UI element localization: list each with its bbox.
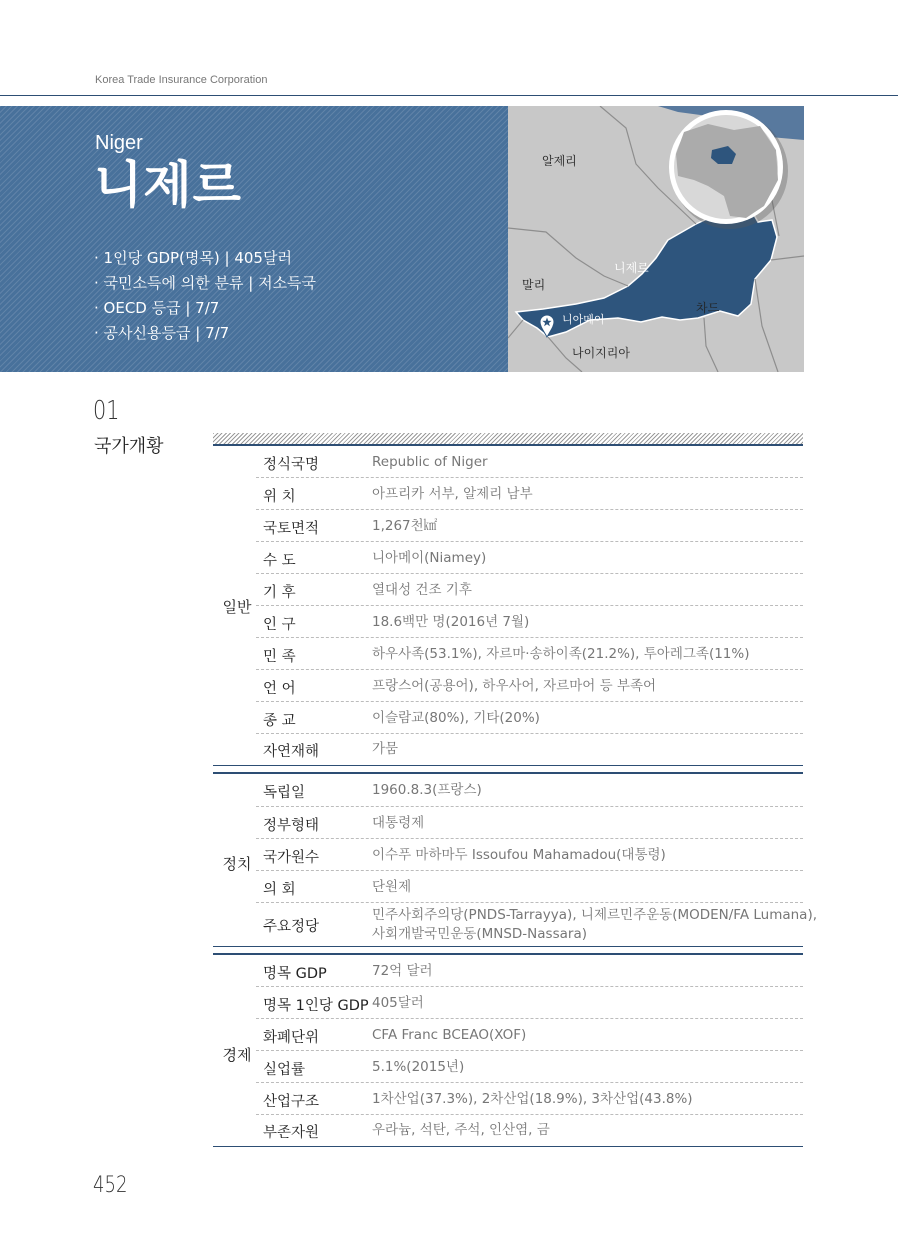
row-value: 우라늄, 석탄, 주석, 인산염, 금 (372, 1122, 550, 1138)
row-value: 대통령제 (372, 815, 425, 831)
map-label-mali: 말리 (522, 278, 546, 292)
table-row (256, 510, 803, 542)
row-value: 이수푸 마하마두 Issoufou Mahamadou(대통령) (372, 847, 666, 863)
row-value: 이슬람교(80%), 기타(20%) (372, 710, 540, 726)
row-value: 열대성 건조 기후 (372, 582, 472, 598)
table-row (256, 638, 803, 670)
row-key: 인 구 (263, 617, 296, 633)
row-value: 18.6백만 명(2016년 7월) (372, 614, 530, 630)
group-general (213, 444, 803, 766)
table-row (256, 702, 803, 734)
row-value: 1차산업(37.3%), 2차산업(18.9%), 3차산업(43.8%) (372, 1091, 693, 1107)
row-key: 자연재해 (263, 744, 320, 760)
table-row (256, 1115, 803, 1146)
row-key: 명목 1인당 GDP (263, 998, 369, 1014)
map-label-niger: 니제르 (614, 261, 649, 275)
table-row (256, 871, 803, 903)
table-row (256, 478, 803, 510)
table-row (256, 670, 803, 702)
country-name-en: Niger (95, 132, 143, 154)
group-politics (213, 772, 818, 947)
row-key: 독립일 (263, 785, 306, 801)
group-label: 정치 (222, 855, 252, 873)
table-row (256, 1019, 803, 1051)
row-key: 실업률 (263, 1062, 306, 1078)
table-row (256, 446, 803, 478)
row-value: 아프리카 서부, 알제리 남부 (372, 486, 533, 502)
table-row (256, 807, 803, 839)
map-label-algeria: 알제리 (542, 154, 577, 168)
row-value: 민주사회주의당(PNDS-Tarrayya), 니제르민주운동(MODEN/FA Lumana), (372, 907, 818, 923)
location-map (508, 106, 804, 372)
row-key: 종 교 (263, 713, 296, 729)
row-key: 의 회 (263, 882, 296, 898)
table-row (256, 542, 803, 574)
table-row (256, 1083, 803, 1115)
table-row (256, 839, 803, 871)
table-row (256, 987, 803, 1019)
map-label-chad: 차드 (696, 301, 720, 315)
row-key: 언 어 (263, 681, 296, 697)
row-key: 주요정당 (263, 919, 320, 935)
row-value: Republic of Niger (372, 454, 488, 470)
row-key: 정식국명 (263, 457, 320, 473)
country-name-ko: 니제르 (94, 156, 242, 214)
row-key: 국토면적 (263, 521, 320, 537)
section-number: 01 (93, 396, 120, 426)
row-value: 5.1%(2015년) (372, 1059, 465, 1075)
row-key: 정부형태 (263, 818, 320, 834)
section-title: 국가개황 (94, 436, 164, 457)
header-rule (0, 95, 898, 96)
row-value: 프랑스어(공용어), 하우사어, 자르마어 등 부족어 (372, 678, 657, 694)
fact-credit-grade: · 공사신용등급 | 7/7 (94, 324, 230, 342)
row-value: 가뭄 (372, 741, 399, 757)
row-value: 405달러 (372, 995, 424, 1011)
row-key: 수 도 (263, 553, 296, 569)
table-row (256, 1051, 803, 1083)
map-label-niamey: 니아메이 (562, 313, 605, 326)
row-key: 부존자원 (263, 1125, 320, 1141)
page-number: 452 (93, 1173, 128, 1198)
row-value: 1,267천㎢ (372, 518, 438, 534)
row-value: 하우사족(53.1%), 자르마·송하이족(21.2%), 투아레그족(11%) (372, 646, 750, 662)
row-value: 단원제 (372, 879, 412, 895)
row-value: 72억 달러 (372, 963, 433, 979)
map-label-nigeria: 나이지리아 (572, 346, 630, 360)
row-value: 니아메이(Niamey) (372, 550, 487, 566)
table-row (256, 774, 803, 807)
fact-oecd-grade: · OECD 등급 | 7/7 (94, 299, 220, 317)
row-key: 명목 GDP (263, 966, 327, 982)
group-label: 일반 (222, 598, 252, 616)
row-value-continued: 사회개발국민운동(MNSD-Nassara) (372, 926, 587, 942)
fact-income-class: · 국민소득에 의한 분류 | 저소득국 (94, 274, 317, 292)
table-row (256, 903, 818, 946)
capital-marker-icon (539, 314, 555, 338)
group-economy (213, 953, 803, 1147)
key-facts (94, 246, 316, 346)
table-row (256, 734, 803, 765)
row-key: 국가원수 (263, 850, 320, 866)
row-key: 기 후 (263, 585, 296, 601)
group-label: 경제 (222, 1046, 252, 1064)
row-key: 화폐단위 (263, 1030, 320, 1046)
fact-gdp-per-capita: · 1인당 GDP(명목) | 405달러 (94, 249, 292, 267)
row-key: 산업구조 (263, 1094, 320, 1110)
organization-name: Korea Trade Insurance Corporation (95, 74, 268, 86)
table-row (256, 574, 803, 606)
section-hatch-bar (213, 433, 803, 444)
row-value: 1960.8.3(프랑스) (372, 782, 482, 798)
table-row (256, 606, 803, 638)
row-key: 민 족 (263, 649, 296, 665)
row-value: CFA Franc BCEAO(XOF) (372, 1027, 527, 1043)
table-row (256, 955, 803, 987)
row-key: 위 치 (263, 489, 296, 505)
